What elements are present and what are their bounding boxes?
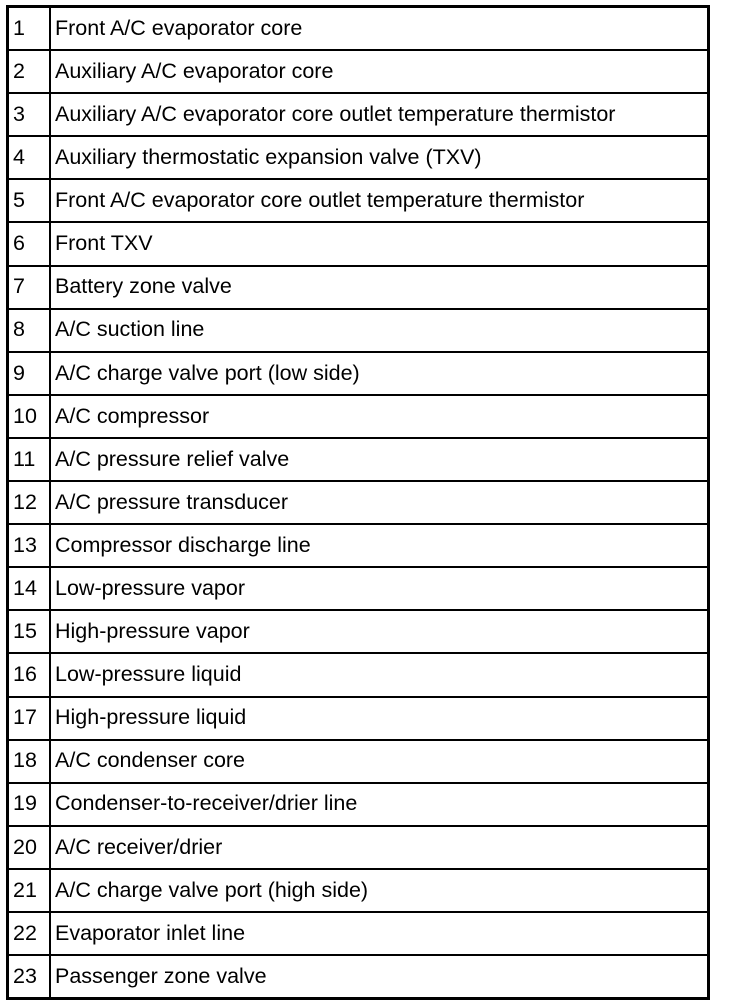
item-number: 18 xyxy=(8,740,51,783)
item-number: 20 xyxy=(8,826,51,869)
item-number: 13 xyxy=(8,524,51,567)
item-description: Low-pressure liquid xyxy=(50,653,709,696)
item-description: Compressor discharge line xyxy=(50,524,709,567)
item-number: 4 xyxy=(8,136,51,179)
table-row xyxy=(8,955,709,999)
item-number: 9 xyxy=(8,352,51,395)
table-row xyxy=(8,610,709,653)
item-description: A/C charge valve port (high side) xyxy=(50,869,709,912)
table-row xyxy=(8,826,709,869)
table-row xyxy=(8,697,709,740)
item-number: 23 xyxy=(8,955,51,999)
table-row xyxy=(8,93,709,136)
item-number: 17 xyxy=(8,697,51,740)
item-number: 19 xyxy=(8,783,51,826)
item-description: Evaporator inlet line xyxy=(50,912,709,955)
item-number: 14 xyxy=(8,567,51,610)
item-description: A/C suction line xyxy=(50,309,709,352)
table-row xyxy=(8,222,709,265)
table-row xyxy=(8,395,709,438)
item-description: High-pressure vapor xyxy=(50,610,709,653)
item-number: 7 xyxy=(8,266,51,309)
table-row xyxy=(8,179,709,222)
item-number: 16 xyxy=(8,653,51,696)
item-description: Auxiliary thermostatic expansion valve (TXV) xyxy=(50,136,709,179)
item-number: 15 xyxy=(8,610,51,653)
table-row xyxy=(8,653,709,696)
table-row xyxy=(8,50,709,93)
item-description: Condenser-to-receiver/drier line xyxy=(50,783,709,826)
table-row xyxy=(8,481,709,524)
item-description: Auxiliary A/C evaporator core xyxy=(50,50,709,93)
item-number: 12 xyxy=(8,481,51,524)
item-description: Low-pressure vapor xyxy=(50,567,709,610)
table-row xyxy=(8,869,709,912)
item-description: A/C pressure transducer xyxy=(50,481,709,524)
item-description: Front TXV xyxy=(50,222,709,265)
item-number: 22 xyxy=(8,912,51,955)
item-description: A/C receiver/drier xyxy=(50,826,709,869)
table-row xyxy=(8,912,709,955)
table-row xyxy=(8,352,709,395)
item-number: 3 xyxy=(8,93,51,136)
item-description: A/C condenser core xyxy=(50,740,709,783)
item-number: 21 xyxy=(8,869,51,912)
item-number: 2 xyxy=(8,50,51,93)
item-description: High-pressure liquid xyxy=(50,697,709,740)
table-row xyxy=(8,438,709,481)
legend-table xyxy=(6,5,710,1000)
table-row xyxy=(8,309,709,352)
item-description: A/C compressor xyxy=(50,395,709,438)
table-row xyxy=(8,740,709,783)
item-number: 8 xyxy=(8,309,51,352)
item-description: Auxiliary A/C evaporator core outlet temperature thermistor xyxy=(50,93,709,136)
table-row xyxy=(8,524,709,567)
item-description: Front A/C evaporator core outlet temperature thermistor xyxy=(50,179,709,222)
legend-table-body xyxy=(8,7,709,999)
item-description: A/C charge valve port (low side) xyxy=(50,352,709,395)
table-row xyxy=(8,783,709,826)
item-number: 10 xyxy=(8,395,51,438)
table-row xyxy=(8,266,709,309)
table-row xyxy=(8,567,709,610)
item-description: A/C pressure relief valve xyxy=(50,438,709,481)
item-number: 6 xyxy=(8,222,51,265)
item-number: 1 xyxy=(8,7,51,51)
item-description: Front A/C evaporator core xyxy=(50,7,709,51)
item-number: 11 xyxy=(8,438,51,481)
table-row xyxy=(8,7,709,51)
item-description: Passenger zone valve xyxy=(50,955,709,999)
item-description: Battery zone valve xyxy=(50,266,709,309)
item-number: 5 xyxy=(8,179,51,222)
table-row xyxy=(8,136,709,179)
